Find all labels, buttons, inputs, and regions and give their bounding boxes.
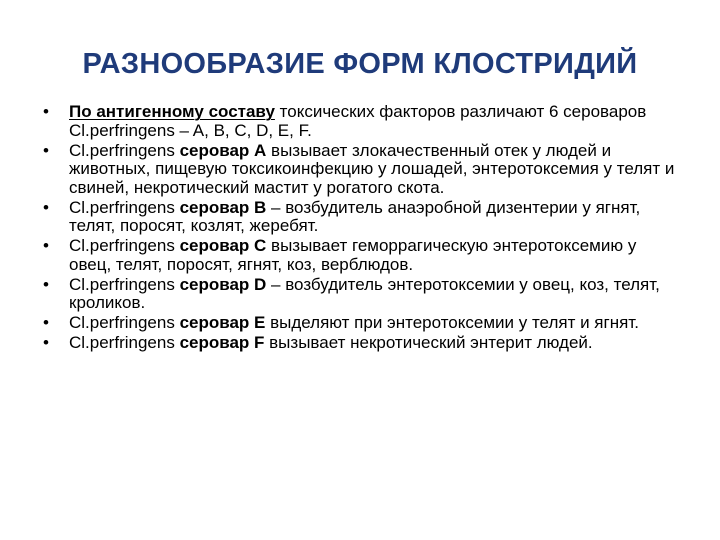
list-item (40, 237, 680, 274)
bullet-icon: • (43, 102, 49, 121)
item-text: выделяют при энтеротоксемии у телят и ягнят. (265, 313, 639, 332)
item-bold-text: серовар F (179, 333, 265, 352)
item-bold-text: серовар В (179, 197, 267, 217)
list-item (40, 334, 680, 353)
list-item (40, 199, 680, 236)
bullet-icon: • (43, 197, 49, 217)
item-prefix: Cl.perfringens (69, 333, 180, 352)
item-text: – возбудитель энтеротоксемии у овец, коз, телят, кроликов. (69, 274, 660, 312)
item-text: вызывает некротический энтерит людей. (264, 333, 593, 352)
item-bold-text: серовар С (179, 236, 267, 255)
item-prefix: Cl.perfringens (69, 140, 180, 160)
bullet-list (40, 103, 680, 354)
list-item (40, 276, 680, 313)
list-item (40, 103, 680, 140)
item-bold-text: По антигенному составу (69, 102, 275, 121)
item-bold-text: серовар D (179, 274, 267, 294)
slide-title: РАЗНООБРАЗИЕ ФОРМ КЛОСТРИДИЙ (82, 48, 638, 80)
bullet-icon: • (43, 236, 49, 255)
bullet-icon: • (43, 333, 49, 352)
bullet-icon: • (43, 140, 49, 160)
bullet-icon: • (43, 313, 49, 332)
item-prefix: Cl.perfringens (69, 236, 180, 255)
item-bold-text: серовар Е (179, 313, 266, 332)
item-prefix: Cl.perfringens (69, 197, 180, 217)
item-bold-text: серовар А (179, 140, 267, 160)
item-text: вызывает злокачественный отек у людей и животных, пищевую токсикоинфекцию у лошадей, энтеротоксемия у телят и свиней, некротический мастит у рогатого скота. (69, 140, 675, 197)
item-prefix: Cl.perfringens (69, 313, 180, 332)
item-text: токсических факторов различают 6 сероваров Cl.perfringens – A, B, C, D, E, F. (69, 102, 647, 140)
list-item (40, 314, 680, 333)
list-item (40, 142, 680, 198)
bullet-icon: • (43, 274, 49, 294)
item-text: вызывает геморрагическую энтеротоксемию у овец, телят, поросят, ягнят, коз, верблюдов. (69, 236, 637, 274)
item-prefix: Cl.perfringens (69, 274, 180, 294)
item-text: – возбудитель анаэробной дизентерии у ягнят, телят, поросят, козлят, жеребят. (69, 197, 641, 235)
